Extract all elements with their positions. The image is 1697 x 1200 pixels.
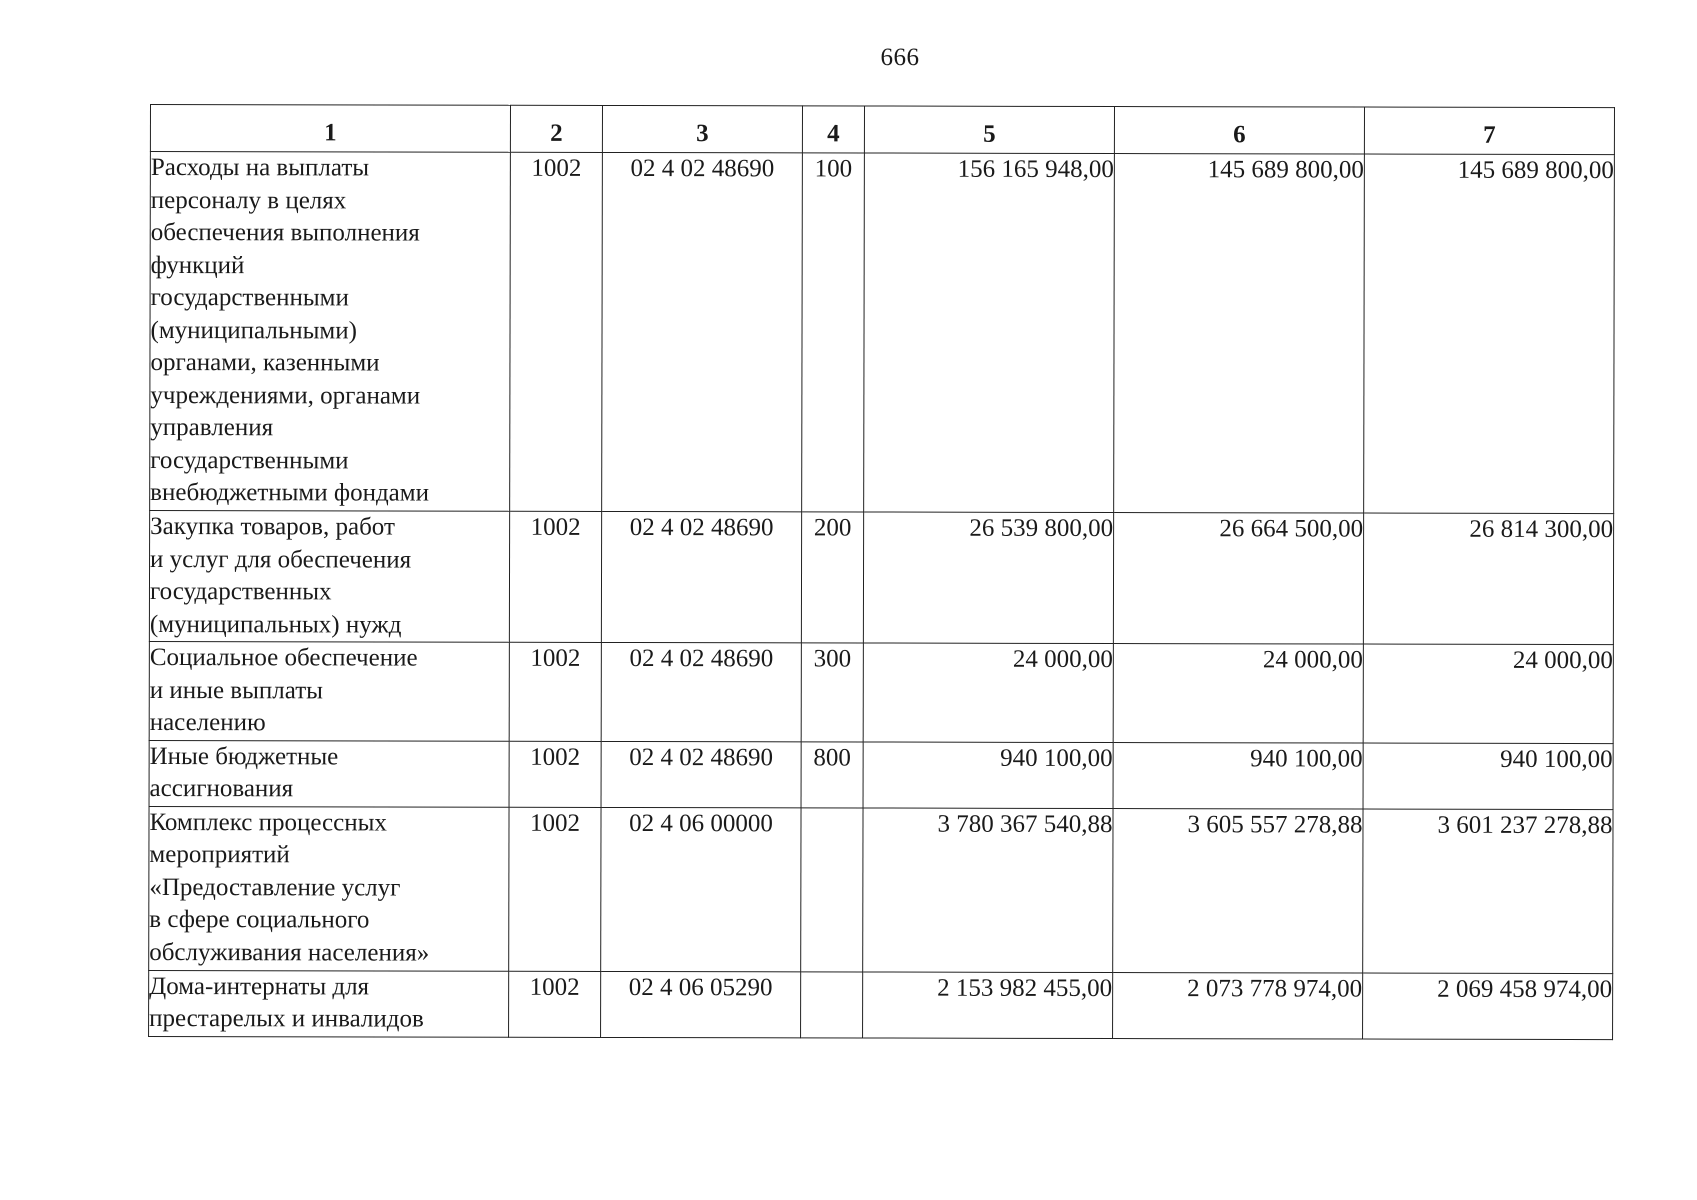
header-cell-6: 6: [1114, 107, 1364, 155]
amount-col7-cell: 26 814 300,00: [1363, 513, 1613, 645]
row-name-line: учреждениями, органами: [150, 381, 421, 410]
row-name-cell: [149, 970, 509, 1037]
section-code-cell: 1002: [509, 511, 601, 642]
row-name-line: Комплекс процессных: [149, 808, 387, 836]
section-code-cell: 1002: [509, 642, 601, 741]
row-name-line: и услуг для обеспечения: [150, 545, 412, 574]
target-code-cell: 02 4 06 00000: [601, 807, 801, 971]
expense-type-cell: 200: [801, 512, 863, 643]
table-row: [150, 152, 1615, 514]
amount-col7-cell: 145 689 800,00: [1364, 154, 1615, 514]
amount-col6-cell: 940 100,00: [1113, 742, 1363, 809]
amount-col6-cell: 145 689 800,00: [1114, 154, 1365, 514]
row-name-line: ассигнования: [149, 775, 294, 803]
table-row: [149, 970, 1613, 1039]
row-name-cell: [149, 740, 509, 807]
amount-col6-cell: 3 605 557 278,88: [1113, 808, 1363, 973]
row-name-cell: [149, 511, 509, 643]
amount-col6-cell: 2 073 778 974,00: [1113, 972, 1363, 1039]
expense-type-cell: [801, 807, 863, 971]
section-code-cell: 1002: [509, 741, 601, 807]
row-name-line: государственных: [149, 578, 332, 606]
header-cell-7: 7: [1364, 107, 1614, 155]
row-name-cell: [149, 806, 509, 971]
table-row: [149, 806, 1613, 973]
amount-col5-cell: 2 153 982 455,00: [863, 971, 1113, 1038]
row-name-line: управления: [150, 414, 274, 442]
table-row: [149, 740, 1613, 809]
header-cell-1: 1: [150, 105, 510, 153]
amount-col6-cell: 26 664 500,00: [1113, 513, 1363, 645]
amount-col5-cell: 3 780 367 540,88: [863, 807, 1113, 972]
row-name-cell: [149, 641, 509, 740]
row-name-line: органами, казенными: [150, 349, 380, 377]
table-row: [149, 641, 1613, 743]
expense-type-cell: 100: [802, 153, 865, 512]
row-name-line: и иные выплаты: [149, 676, 323, 704]
expense-type-cell: 800: [801, 741, 863, 807]
amount-col5-cell: 940 100,00: [863, 741, 1113, 808]
row-name-line: мероприятий: [149, 841, 290, 869]
amount-col5-cell: 24 000,00: [863, 643, 1113, 742]
row-name-line: государственными: [150, 446, 349, 474]
row-name-line: государственными: [150, 284, 349, 312]
amount-col7-cell: 2 069 458 974,00: [1363, 973, 1613, 1040]
amount-col5-cell: 26 539 800,00: [863, 512, 1113, 644]
expense-type-cell: 300: [801, 643, 863, 742]
header-cell-4: 4: [802, 106, 864, 153]
table-header: [150, 105, 1614, 155]
row-name-line: «Предоставление услуг: [149, 873, 401, 902]
target-code-cell: 02 4 02 48690: [602, 152, 803, 511]
target-code-cell: 02 4 02 48690: [601, 741, 801, 807]
row-name-line: (муниципальных) нужд: [149, 610, 402, 639]
target-code-cell: 02 4 06 05290: [601, 971, 801, 1037]
row-name-cell: [150, 152, 511, 512]
section-code-cell: 1002: [509, 971, 601, 1037]
target-code-cell: 02 4 02 48690: [601, 511, 801, 642]
row-name-line: Иные бюджетные: [149, 742, 339, 770]
section-code-cell: 1002: [509, 807, 601, 971]
row-name-line: персоналу в целях: [150, 186, 347, 214]
amount-col6-cell: 24 000,00: [1113, 644, 1363, 743]
row-name-line: престарелых и инвалидов: [149, 1005, 424, 1033]
row-name-line: в сфере социального: [149, 906, 370, 934]
row-name-line: обеспечения выполнения: [150, 219, 420, 247]
table-row: [149, 511, 1613, 645]
header-row: [150, 105, 1614, 155]
table-body: [149, 152, 1615, 1040]
row-name-line: Дома-интернаты для: [149, 972, 370, 1000]
amount-col7-cell: 24 000,00: [1363, 644, 1613, 743]
budget-table: [148, 104, 1615, 1040]
row-name-line: (муниципальными): [150, 316, 357, 344]
row-name-line: населению: [149, 709, 266, 737]
section-code-cell: 1002: [510, 152, 603, 511]
row-name-line: функций: [150, 251, 245, 279]
row-name-line: Закупка товаров, работ: [150, 513, 395, 541]
amount-col7-cell: 940 100,00: [1363, 743, 1613, 810]
row-name-line: Расходы на выплаты: [150, 154, 370, 182]
amount-col5-cell: 156 165 948,00: [864, 153, 1115, 513]
header-cell-5: 5: [864, 106, 1114, 154]
header-cell-2: 2: [510, 105, 602, 152]
header-cell-3: 3: [602, 105, 802, 152]
expense-type-cell: [801, 971, 863, 1037]
target-code-cell: 02 4 02 48690: [601, 642, 801, 741]
page-number: 666: [880, 44, 920, 71]
row-name-line: Социальное обеспечение: [149, 644, 418, 672]
row-name-line: обслуживания населения»: [149, 938, 430, 967]
amount-col7-cell: 3 601 237 278,88: [1363, 809, 1613, 974]
row-name-line: внебюджетными фондами: [150, 479, 430, 507]
